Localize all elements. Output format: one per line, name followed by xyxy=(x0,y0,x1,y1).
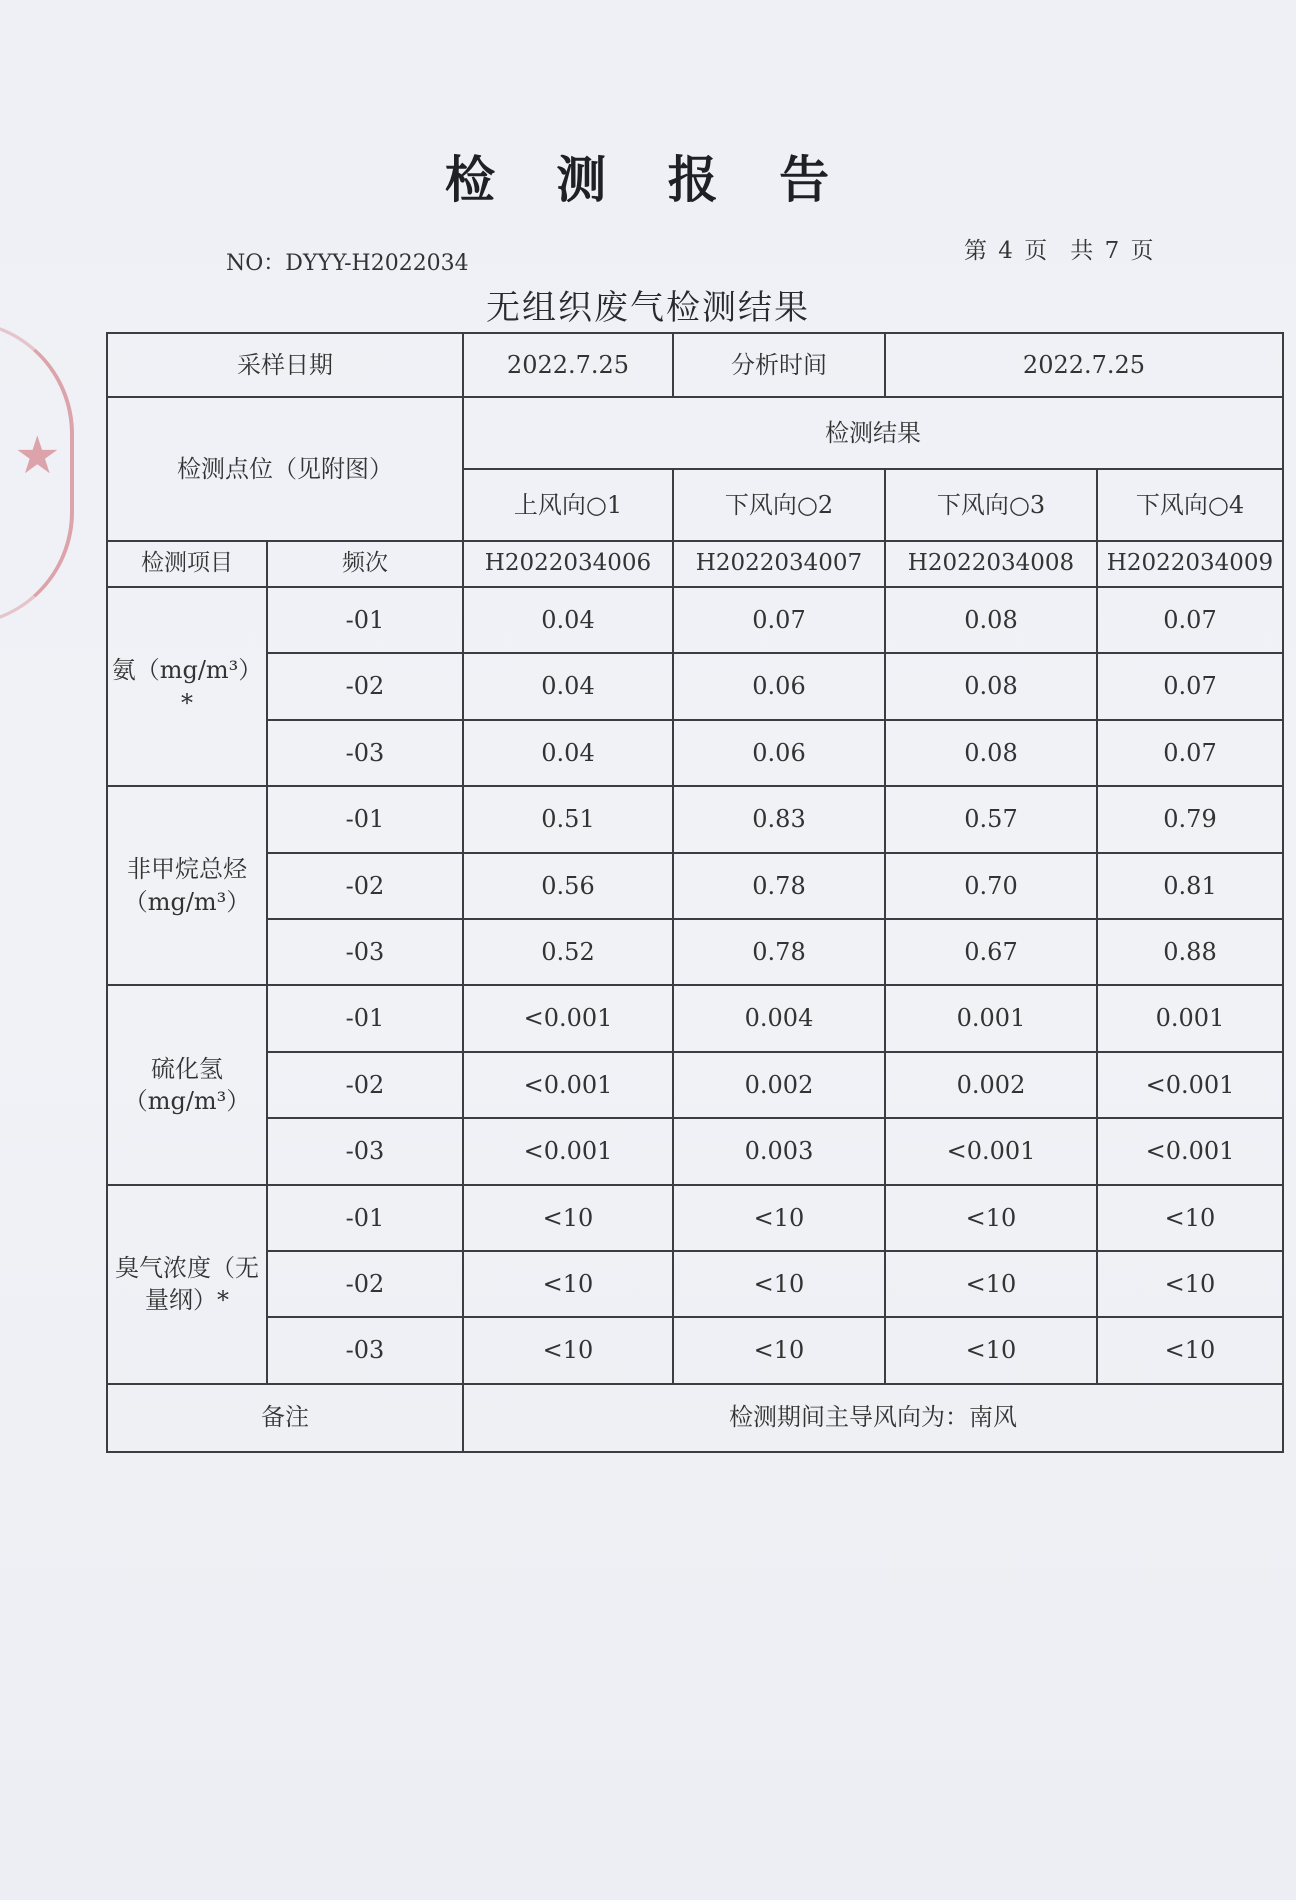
value-cell: <10 xyxy=(885,1317,1097,1383)
value-cell: 0.57 xyxy=(885,786,1097,852)
frequency-cell: -02 xyxy=(267,1251,463,1317)
frequency-cell: -03 xyxy=(267,1317,463,1383)
value-cell: 0.70 xyxy=(885,853,1097,919)
value-cell: 0.04 xyxy=(463,720,673,786)
value-cell: 0.06 xyxy=(673,653,885,719)
table-row xyxy=(107,587,1283,653)
sampling-date-value: 2022.7.25 xyxy=(463,333,673,397)
analysis-time-value: 2022.7.25 xyxy=(885,333,1283,397)
codes-row xyxy=(107,541,1283,587)
section-title: 无组织废气检测结果 xyxy=(486,288,810,328)
value-cell: <10 xyxy=(463,1251,673,1317)
frequency-cell: -03 xyxy=(267,919,463,985)
point-name: 下风向○3 xyxy=(885,469,1097,541)
value-cell: 0.07 xyxy=(1097,587,1283,653)
value-cell: 0.08 xyxy=(885,653,1097,719)
table-row xyxy=(107,1185,1283,1251)
results-label: 检测结果 xyxy=(463,397,1283,469)
table-row xyxy=(107,1118,1283,1184)
value-cell: <10 xyxy=(463,1185,673,1251)
value-cell: <10 xyxy=(885,1251,1097,1317)
table-row xyxy=(107,1052,1283,1118)
value-cell: <0.001 xyxy=(463,985,673,1051)
table-row xyxy=(107,919,1283,985)
value-cell: <0.001 xyxy=(463,1118,673,1184)
value-cell: <0.001 xyxy=(1097,1052,1283,1118)
frequency-cell: -02 xyxy=(267,1052,463,1118)
value-cell: <10 xyxy=(673,1251,885,1317)
value-cell: 0.07 xyxy=(1097,653,1283,719)
frequency-cell: -01 xyxy=(267,985,463,1051)
analysis-time-label: 分析时间 xyxy=(673,333,885,397)
table-row xyxy=(107,786,1283,852)
frequency-cell: -02 xyxy=(267,853,463,919)
value-cell: 0.56 xyxy=(463,853,673,919)
value-cell: <10 xyxy=(463,1317,673,1383)
value-cell: <10 xyxy=(885,1185,1097,1251)
value-cell: 0.002 xyxy=(673,1052,885,1118)
header-row xyxy=(107,397,1283,469)
frequency-cell: -01 xyxy=(267,1185,463,1251)
value-cell: 0.002 xyxy=(885,1052,1097,1118)
value-cell: <10 xyxy=(673,1185,885,1251)
point-name: 下风向○2 xyxy=(673,469,885,541)
value-cell: 0.07 xyxy=(673,587,885,653)
value-cell: 0.001 xyxy=(885,985,1097,1051)
point-name: 下风向○4 xyxy=(1097,469,1283,541)
value-cell: <0.001 xyxy=(885,1118,1097,1184)
item-name: 非甲烷总烃（mg/m³） xyxy=(107,786,267,985)
value-cell: <10 xyxy=(1097,1251,1283,1317)
item-name: 氨（mg/m³）* xyxy=(107,587,267,786)
value-cell: 0.51 xyxy=(463,786,673,852)
sample-code: H2022034006 xyxy=(463,541,673,587)
seal-star-icon: ★ xyxy=(14,426,61,486)
frequency-label: 频次 xyxy=(267,541,463,587)
value-cell: 0.04 xyxy=(463,653,673,719)
value-cell: 0.81 xyxy=(1097,853,1283,919)
value-cell: 0.83 xyxy=(673,786,885,852)
value-cell: 0.004 xyxy=(673,985,885,1051)
value-cell: <10 xyxy=(1097,1185,1283,1251)
value-cell: 0.003 xyxy=(673,1118,885,1184)
value-cell: 0.07 xyxy=(1097,720,1283,786)
table-row xyxy=(107,653,1283,719)
value-cell: 0.08 xyxy=(885,720,1097,786)
report-title: 检 测 报 告 xyxy=(444,150,852,209)
sampling-date-label: 采样日期 xyxy=(107,333,463,397)
value-cell: 0.001 xyxy=(1097,985,1283,1051)
location-label: 检测点位（见附图） xyxy=(107,397,463,541)
frequency-cell: -03 xyxy=(267,720,463,786)
frequency-cell: -01 xyxy=(267,786,463,852)
value-cell: 0.52 xyxy=(463,919,673,985)
table-row xyxy=(107,985,1283,1051)
value-cell: <0.001 xyxy=(1097,1118,1283,1184)
sample-code: H2022034008 xyxy=(885,541,1097,587)
value-cell: 0.67 xyxy=(885,919,1097,985)
date-row xyxy=(107,333,1283,397)
sample-code: H2022034009 xyxy=(1097,541,1283,587)
note-text: 检测期间主导风向为：南风 xyxy=(463,1384,1283,1452)
value-cell: 0.79 xyxy=(1097,786,1283,852)
note-row xyxy=(107,1384,1283,1452)
sample-code: H2022034007 xyxy=(673,541,885,587)
item-name: 臭气浓度（无量纲）* xyxy=(107,1185,267,1384)
table-row xyxy=(107,853,1283,919)
table-row xyxy=(107,1251,1283,1317)
results-table xyxy=(106,332,1284,1453)
value-cell: 0.08 xyxy=(885,587,1097,653)
value-cell: <0.001 xyxy=(463,1052,673,1118)
value-cell: 0.78 xyxy=(673,919,885,985)
note-label: 备注 xyxy=(107,1384,463,1452)
value-cell: 0.06 xyxy=(673,720,885,786)
value-cell: 0.04 xyxy=(463,587,673,653)
item-name: 硫化氢（mg/m³） xyxy=(107,985,267,1184)
report-number: NO：DYYY-H2022034 xyxy=(226,251,469,276)
value-cell: <10 xyxy=(673,1317,885,1383)
page-indicator: 第 4 页 共 7 页 xyxy=(964,238,1154,264)
table-row xyxy=(107,1317,1283,1383)
frequency-cell: -02 xyxy=(267,653,463,719)
value-cell: 0.78 xyxy=(673,853,885,919)
frequency-cell: -03 xyxy=(267,1118,463,1184)
value-cell: <10 xyxy=(1097,1317,1283,1383)
table-row xyxy=(107,720,1283,786)
item-label: 检测项目 xyxy=(107,541,267,587)
frequency-cell: -01 xyxy=(267,587,463,653)
point-name: 上风向○1 xyxy=(463,469,673,541)
value-cell: 0.88 xyxy=(1097,919,1283,985)
